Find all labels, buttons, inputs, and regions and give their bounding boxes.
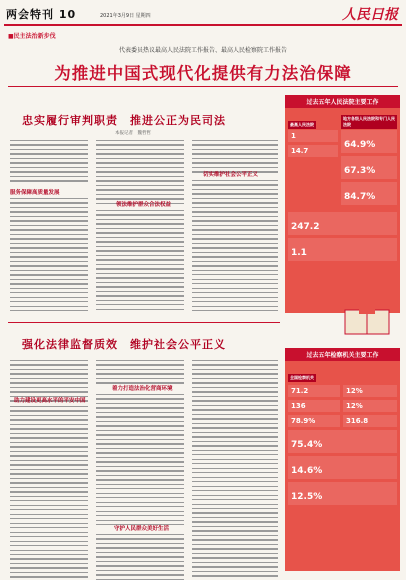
article2-title: 强化法律监督质效 维护社会公平正义 xyxy=(22,338,226,351)
main-headline: 为推进中国式现代化提供有力法治保障 xyxy=(54,64,352,83)
stat: 247.2 xyxy=(291,222,320,232)
title-rule xyxy=(8,86,398,87)
sidebar-court-stats xyxy=(285,95,400,313)
article1-sub1: 服务保障高质量发展 xyxy=(10,190,60,196)
sidebar2-body xyxy=(285,361,400,571)
newspaper-logo: 人民日报 xyxy=(342,7,398,23)
section-divider xyxy=(8,322,280,323)
stat: 12% xyxy=(346,387,363,395)
stat: 14.7 xyxy=(291,147,309,155)
article2-sub2: 着力打造法治化营商环境 xyxy=(112,386,173,392)
subhead: 代表委员热议最高人民法院工作报告、最高人民检察院工作报告 xyxy=(118,47,287,54)
stat: 12.5% xyxy=(291,492,323,502)
article1-col3 xyxy=(192,140,278,173)
issue-date: 2021年3月9日 星期四 xyxy=(100,13,151,19)
book-illustration xyxy=(339,300,395,340)
article2-sub1: 助力建设更高水平的平安中国 xyxy=(14,398,86,404)
sidebar-procuratorate-stats xyxy=(285,348,400,571)
article1-byline: 本报记者 魏哲哲 xyxy=(115,131,151,136)
sidebar1-caption2: 地方各级人民法院和专门人民法院 xyxy=(343,116,395,127)
masthead xyxy=(4,4,402,26)
stat: 12% xyxy=(346,402,363,410)
stat: 1 xyxy=(291,132,296,140)
article1-col2b xyxy=(96,210,184,310)
article1-sub3: 领法维护群众合法权益 xyxy=(116,202,172,208)
sidebar1-header: 过去五年人民法院主要工作 xyxy=(285,95,400,108)
article1-sub2: 切实维护社会公平正义 xyxy=(203,172,259,178)
stat: 67.3% xyxy=(344,166,376,176)
article2-sub3: 守护人民群众美好生活 xyxy=(114,526,170,532)
article1-col3b xyxy=(192,180,278,311)
article2-col2b xyxy=(96,394,184,525)
sidebar1-caption1: 最高人民法院 xyxy=(290,122,314,127)
kicker-tag: ■民主法治新步伐 xyxy=(8,33,56,40)
stat: 136 xyxy=(291,402,306,410)
article2-col2c xyxy=(96,534,184,580)
article2-col2 xyxy=(96,360,184,384)
stat: 75.4% xyxy=(291,440,323,450)
article1-title: 忠实履行审判职责 推进公正为民司法 xyxy=(22,114,226,127)
stat: 78.9% xyxy=(291,417,316,425)
article1-col1b xyxy=(10,198,88,311)
article2-col1b xyxy=(10,406,88,580)
stat: 1.1 xyxy=(291,248,307,258)
stat: 71.2 xyxy=(291,387,309,395)
article2-col3 xyxy=(192,360,278,580)
article1-col1 xyxy=(10,140,88,182)
article1-col2 xyxy=(96,140,184,204)
stat: 84.7% xyxy=(344,192,376,202)
sidebar1-body xyxy=(285,108,400,313)
stat: 14.6% xyxy=(291,466,323,476)
section-label: 两会特刊 10 xyxy=(6,8,77,21)
stat: 64.9% xyxy=(344,140,376,150)
sidebar2-caption1: 全国检察机关 xyxy=(290,375,314,380)
stat: 316.8 xyxy=(346,417,369,425)
sidebar2-header: 过去五年检察机关主要工作 xyxy=(285,348,400,361)
